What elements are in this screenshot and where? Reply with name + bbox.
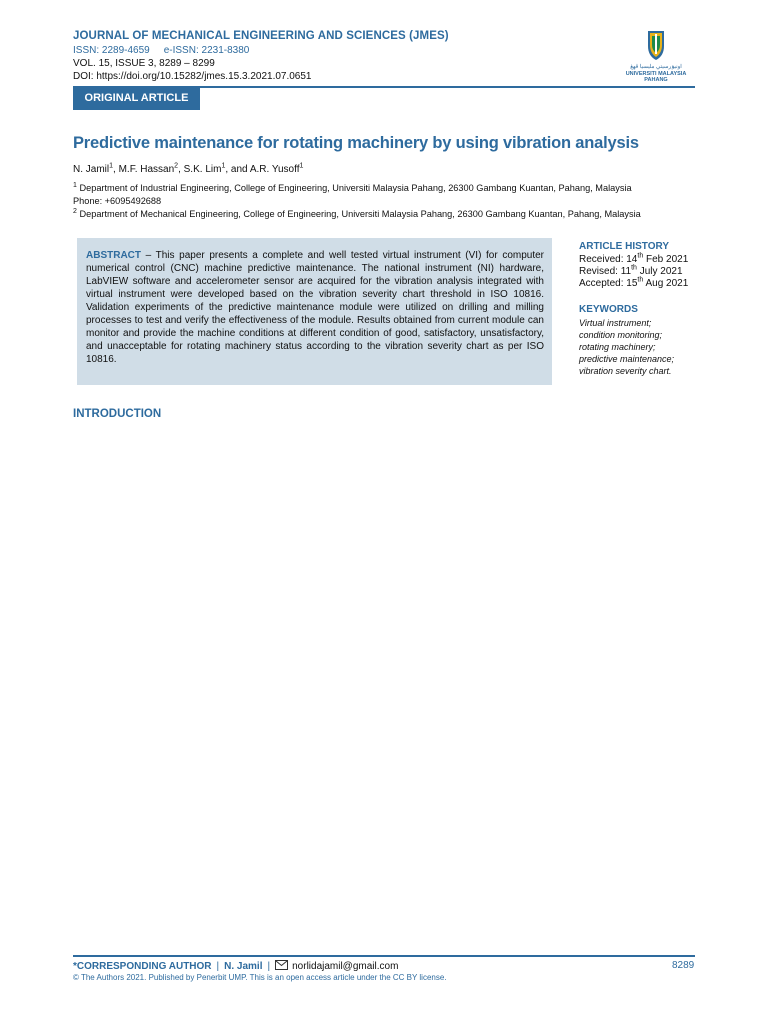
- article-history-heading: ARTICLE HISTORY: [579, 241, 670, 252]
- eissn: e-ISSN: 2231-8380: [163, 45, 250, 56]
- revised-day: 11: [620, 266, 632, 277]
- author-name: A.R. Yusoff: [249, 164, 300, 175]
- abstract-box: [77, 238, 552, 385]
- accepted-label: Accepted:: [579, 278, 624, 289]
- received-rest: Feb 2021: [646, 254, 689, 265]
- accepted-sup: th: [637, 276, 644, 284]
- paper-title: Predictive maintenance for rotating machinery by using vibration analysis: [73, 134, 639, 152]
- logo-jawi-text: اونيۏرسيتي مليسيا ڤهڠ: [630, 64, 682, 70]
- accepted-day: 15: [626, 278, 638, 289]
- page-number: 8289: [672, 960, 695, 971]
- corresponding-email[interactable]: norlidajamil@gmail.com: [292, 961, 399, 972]
- revised-rest: July 2021: [639, 266, 683, 277]
- corresponding-name: N. Jamil: [224, 961, 263, 972]
- footer-rule: [73, 955, 695, 957]
- affiliation-1: [73, 183, 632, 193]
- issn: ISSN: 2289-4659: [73, 45, 150, 56]
- revised-sup: th: [631, 264, 637, 272]
- university-logo: [616, 28, 696, 83]
- abstract-text: ABSTRACT – This paper presents a complete and well tested virtual instrument (VI) for computer numerical control (CNC) machine predictive maintenance. The national instrument (NI) hardware, LabVIEW software and accelerometer sensor are acquired for the vibration analysis integrated with virtual instrument were developed based on the vibration severity chart threshold in ISO 10816. Validation experiments of the predictive maintenance module were utilized on drilling and milling processes to test and verify the effectiveness of the module. Results obtained from current module can monitor and provide the machine conditions at different condition of good, satisfactory, unsatisfactory, and unacceptable for rotating machinery status according to the vibration severity chart as per ISO 10816.: [86, 250, 544, 365]
- keyword-item: condition monitoring;: [579, 330, 663, 340]
- mail-icon: [275, 960, 288, 970]
- received-date: [579, 254, 688, 265]
- doi-link[interactable]: DOI: https://doi.org/10.15282/jmes.15.3.2021.07.0651: [73, 71, 312, 82]
- article-type-badge: ORIGINAL ARTICLE: [73, 86, 200, 110]
- corresponding-author-line: *CORRESPONDING AUTHOR | N. Jamil | norlidajamil@gmail.com: [73, 961, 399, 972]
- author-affil-sup: 1: [299, 162, 304, 170]
- affil-sup: 2: [73, 207, 77, 215]
- affil-text: Department of Mechanical Engineering, College of Engineering, Universiti Malaysia Pahang, 26300 Gambang Kuantan, Pahang, Malaysia: [79, 209, 641, 219]
- logo-name-text: UNIVERSITI MALAYSIA PAHANG: [625, 71, 687, 83]
- journal-title: JOURNAL OF MECHANICAL ENGINEERING AND SCIENCES (JMES): [73, 30, 449, 42]
- corresponding-label: *CORRESPONDING AUTHOR: [73, 961, 212, 972]
- volume-info: VOL. 15, ISSUE 3, 8289 – 8299: [73, 58, 215, 69]
- keyword-item: vibration severity chart.: [579, 366, 672, 376]
- author-name: M.F. Hassan: [118, 164, 175, 175]
- affiliation-phone: [73, 196, 161, 206]
- revised-label: Revised:: [579, 266, 618, 277]
- keyword-item: rotating machinery;: [579, 342, 656, 352]
- received-day: 14: [626, 254, 638, 265]
- keywords-heading: KEYWORDS: [579, 304, 638, 315]
- affil-text: Department of Industrial Engineering, College of Engineering, Universiti Malaysia Pahang, 26300 Gambang Kuantan, Pahang, Malaysia: [79, 183, 632, 193]
- keyword-item: Virtual instrument;: [579, 318, 652, 328]
- author-affil-sup: 2: [174, 162, 179, 170]
- accepted-rest: Aug 2021: [645, 278, 689, 289]
- accepted-date: [579, 278, 688, 289]
- author-affil-sup: 1: [221, 162, 226, 170]
- revised-date: [579, 266, 683, 277]
- section-heading-introduction: INTRODUCTION: [73, 408, 162, 420]
- license-text: © The Authors 2021. Published by Penerbit UMP. This is an open access article under the CC BY license.: [73, 973, 447, 982]
- university-crest-icon: [616, 28, 696, 64]
- abstract-label: ABSTRACT: [86, 250, 141, 261]
- affil-sup: 1: [73, 181, 77, 189]
- issn-line: [73, 45, 249, 56]
- received-label: Received:: [579, 254, 624, 265]
- keyword-item: predictive maintenance;: [579, 354, 675, 364]
- author-name: S.K. Lim: [183, 164, 222, 175]
- author-affil-sup: 1: [109, 162, 114, 170]
- affil-text: Phone: +6095492688: [73, 196, 162, 206]
- author-name: N. Jamil: [73, 164, 110, 175]
- abstract-body: This paper presents a complete and well tested virtual instrument (VI) for computer numerical control (CNC) machine predictive maintenance. The national instrument (NI) hardware, LabVIEW software and accelerometer sensor are acquired for the vibration analysis integrated with virtual instrument were developed based on the vibration severity chart threshold in ISO 10816. Validation experiments of the predictive maintenance module were utilized on drilling and milling processes to test and verify the effectiveness of the module. Results obtained from current module can monitor and provide the machine conditions at different condition of good, satisfactory, unsatisfactory, and unacceptable for rotating machinery status according to the vibration severity chart as per ISO 10816.: [86, 250, 544, 365]
- affiliation-2: [73, 209, 641, 219]
- received-sup: th: [637, 252, 644, 260]
- author-list: N. Jamil$^1$, M.F. Hassan$^2$, S.K. Lim$^1$, and A.R. Yusoff$^1$: [73, 162, 304, 175]
